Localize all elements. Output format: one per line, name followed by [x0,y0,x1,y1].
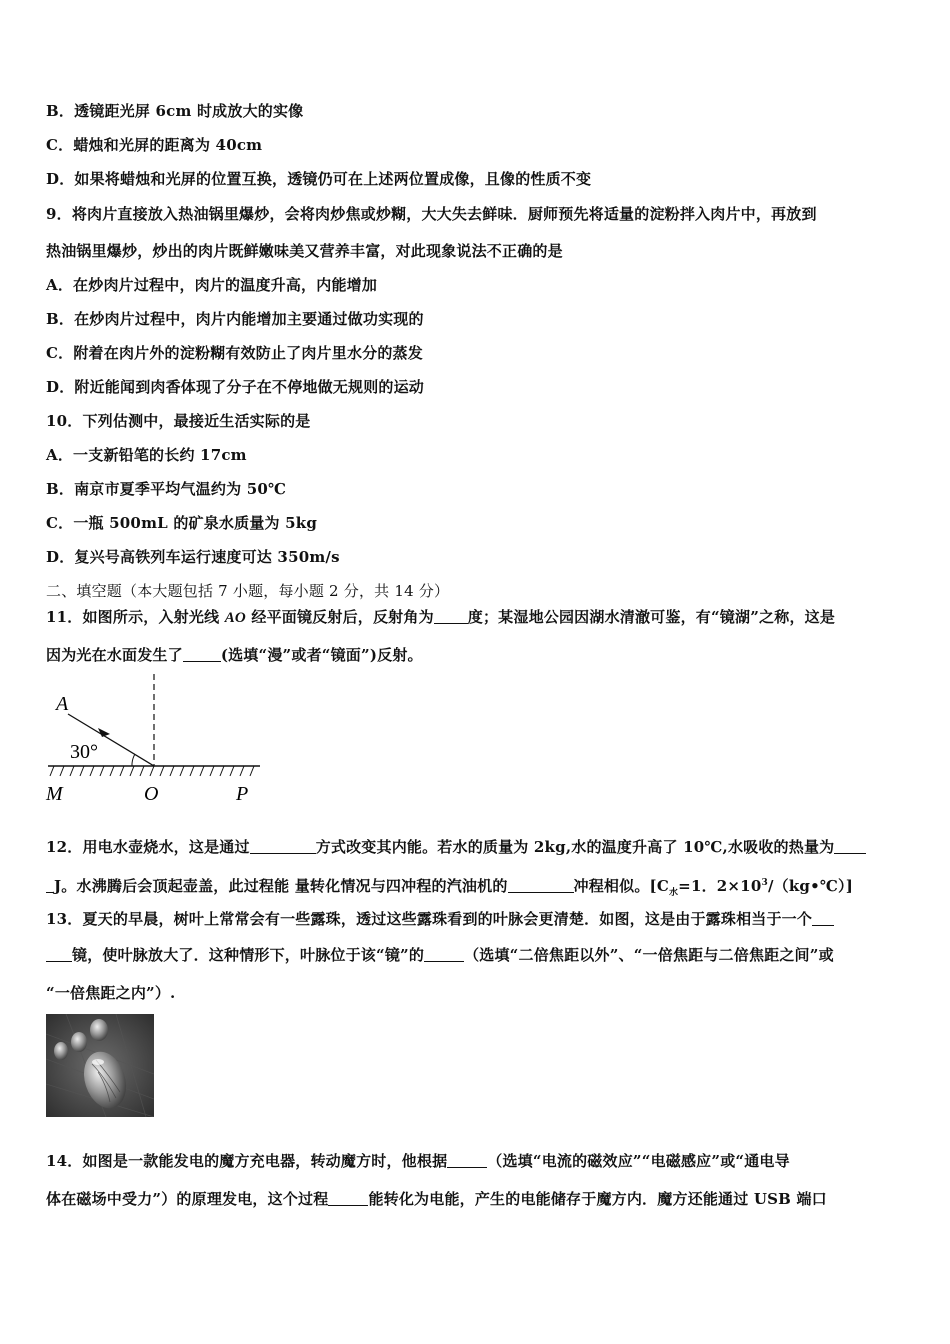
q13-blank-position[interactable] [424,946,464,962]
label-angle: 30° [70,741,98,763]
q12-blank-method[interactable] [250,838,316,854]
q9-option-d: D．附近能闻到肉香体现了分子在不停地做无规则的运动 [46,378,425,396]
label-m: M [46,783,63,805]
q9-option-b: B．在炒肉片过程中，肉片内能增加主要通过做功实现的 [46,310,424,328]
q10-stem: 10．下列估测中，最接近生活实际的是 [46,412,311,430]
label-a: A [56,693,69,715]
q13-blank-lens-part1[interactable] [812,910,834,926]
q14-blank-energy[interactable] [328,1190,368,1206]
q11-line2: 因为光在水面发生了 (选填“漫”或者“镜面”)反射。 [46,646,423,664]
q8-option-d: D．如果将蜡烛和光屏的位置互换，透镜仍可在上述两位置成像，且像的性质不变 [46,170,592,188]
q11-blank-angle[interactable] [434,608,468,624]
q12-line2: J。水沸腾后会顶起壶盖，此过程能 量转化情况与四冲程的汽油机的 冲程相似。[$C_水=1$．$2\times 10^3/(kg•℃)$] [46,872,906,904]
q9-option-a: A．在炒肉片过程中，肉片的温度升高，内能增加 [46,276,378,294]
q11-blank-reflection[interactable] [183,646,221,662]
q13-blank-lens-part2[interactable] [46,946,72,962]
q8-option-c: C．蜡烛和光屏的距离为 40cm [46,136,263,154]
q9-option-c: C．附着在肉片外的淀粉糊有效防止了肉片里水分的蒸发 [46,344,423,362]
dew-drop-small-2 [71,1032,87,1052]
mirror-hatching [50,766,254,776]
q10-option-c: C．一瓶 500mL 的矿泉水质量为 5kg [46,514,318,532]
q14-line1: 14．如图是一款能发电的魔方充电器，转动魔方时，他根据 （选填“电流的磁效应”“电磁感应”或“通电导 [46,1152,790,1170]
dew-drop-photo [46,1014,154,1117]
q11-line1: 11．如图所示，入射光线 AO 经平面镜反射后，反射角为 度；某湿地公园因湖水清澈可鉴，有“镜湖”之称，这是 [46,608,836,626]
q12-blank-heat-part1[interactable] [834,838,866,854]
label-o: O [144,783,159,805]
section2-heading: 二、填空题（本大题包括 7 小题，每小题 2 分，共 14 分） [46,582,450,600]
q8-option-b: B．透镜距光屏 6cm 时成放大的实像 [46,102,304,120]
q14-line2: 体在磁场中受力”）的原理发电，这个过程 能转化为电能，产生的电能储存于魔方内．魔方还能通过 USB 端口 [46,1190,827,1208]
q10-option-a: A．一支新铅笔的长约 17cm [46,446,247,464]
q9-stem-line2: 热油锅里爆炒，炒出的肉片既鲜嫩味美又营养丰富，对此现象说法不正确的是 [46,242,563,260]
dew-drop-small-3 [90,1019,108,1041]
q14-blank-principle[interactable] [447,1152,487,1168]
dew-drop-small-1 [54,1042,68,1060]
q12-line1: 12．用电水壶烧水，这是通过 方式改变其内能。若水的质量为 2kg,水的温度升高了 10℃,水吸收的热量为 [46,836,906,858]
q13-line3: “一倍焦距之内”）. [46,984,176,1002]
q13-line1: 13．夏天的早晨，树叶上常常会有一些露珠，透过这些露珠看到的叶脉会更清楚．如图，这是由于露珠相当于一个 [46,908,906,930]
q10-option-d: D．复兴号高铁列车运行速度可达 350m/s [46,548,340,566]
q9-stem-line1: 9．将肉片直接放入热油锅里爆炒，会将肉炒焦或炒糊，大大失去鲜味．厨师预先将适量的淀粉拌入肉片中，再放到 [46,205,817,223]
label-p: P [236,783,249,805]
q10-option-b: B．南京市夏季平均气温约为 50℃ [46,480,287,498]
angle-arc [132,754,135,766]
q13-line2: 镜，使叶脉放大了．这种情形下，叶脉位于该“镜”的 （选填“二倍焦距以外”、“一倍焦距与二倍焦距之间”或 [46,944,906,966]
plane-mirror-figure [40,668,270,808]
q12-blank-heat-part2[interactable] [46,877,54,893]
q12-blank-stroke[interactable] [508,877,574,893]
